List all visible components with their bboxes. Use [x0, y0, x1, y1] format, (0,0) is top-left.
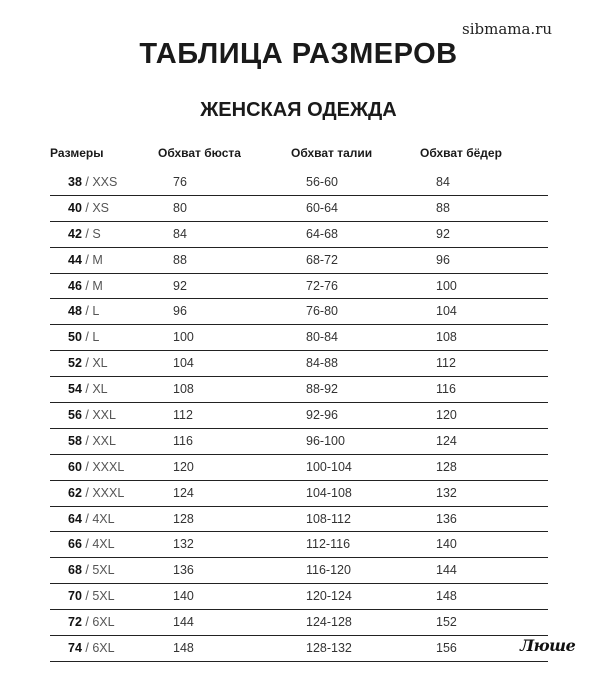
- header-waist: Обхват талии: [291, 146, 373, 160]
- size-letter: XXXL: [92, 459, 125, 474]
- waist-cell: 84-88: [306, 356, 338, 371]
- size-number: 52: [68, 356, 82, 371]
- waist-cell: 104-108: [306, 485, 352, 500]
- size-letter: S: [92, 226, 101, 241]
- size-cell: 64 / 4XL: [68, 511, 115, 526]
- hips-cell: 140: [436, 537, 457, 552]
- size-cell: 42 / S: [68, 226, 101, 241]
- bust-cell: 88: [173, 252, 187, 267]
- size-number: 72: [68, 615, 82, 630]
- table-row: [0, 170, 597, 196]
- size-cell: 68 / 5XL: [68, 563, 115, 578]
- waist-cell: 96-100: [306, 433, 345, 448]
- size-letter: XXL: [92, 433, 116, 448]
- bust-cell: 148: [173, 641, 194, 656]
- size-letter: XXL: [92, 408, 116, 423]
- hips-cell: 96: [436, 252, 450, 267]
- size-number: 42: [68, 226, 82, 241]
- waist-cell: 108-112: [306, 511, 351, 526]
- table-header: [0, 146, 597, 162]
- bust-cell: 76: [173, 175, 187, 189]
- header-bust: Обхват бюста: [158, 146, 241, 160]
- size-letter: 6XL: [92, 615, 115, 630]
- size-cell: 66 / 4XL: [68, 537, 115, 552]
- hips-cell: 112: [436, 356, 456, 371]
- bust-cell: 80: [173, 200, 187, 215]
- page-title: ТАБЛИЦА РАЗМЕРОВ: [139, 38, 458, 70]
- table-row: [0, 377, 597, 403]
- brand-logo: Люше: [520, 636, 576, 655]
- table-row: [0, 351, 597, 377]
- table-row: [0, 325, 597, 351]
- page-subtitle: ЖЕНСКАЯ ОДЕЖДА: [200, 99, 397, 121]
- row-divider: [50, 661, 548, 662]
- table-row: [0, 403, 597, 429]
- size-number: 62: [68, 485, 82, 500]
- size-cell: 40 / XS: [68, 200, 110, 215]
- bust-cell: 144: [173, 615, 194, 630]
- hips-cell: 128: [436, 459, 457, 474]
- table-row: [0, 299, 597, 325]
- bust-cell: 112: [173, 408, 193, 423]
- table-row: [0, 196, 597, 222]
- waist-cell: 92-96: [306, 408, 338, 423]
- size-number: 38: [68, 175, 82, 189]
- size-number: 54: [68, 382, 82, 397]
- size-cell: 54 / XL: [68, 382, 108, 397]
- bust-cell: 84: [173, 226, 187, 241]
- table-row: [0, 222, 597, 248]
- bust-cell: 124: [173, 485, 194, 500]
- waist-cell: 120-124: [306, 589, 352, 604]
- waist-cell: 100-104: [306, 459, 352, 474]
- size-cell: 58 / XXL: [68, 433, 116, 448]
- hips-cell: 124: [436, 433, 457, 448]
- waist-cell: 72-76: [306, 278, 338, 293]
- size-letter: 4XL: [92, 537, 115, 552]
- waist-cell: 88-92: [306, 382, 338, 397]
- size-number: 48: [68, 304, 82, 319]
- bust-cell: 140: [173, 589, 194, 604]
- table-row: [0, 455, 597, 481]
- size-number: 68: [68, 563, 82, 578]
- size-cell: 46 / M: [68, 278, 103, 293]
- hips-cell: 84: [436, 175, 450, 189]
- size-letter: L: [92, 330, 100, 345]
- bust-cell: 116: [173, 433, 193, 448]
- bust-cell: 120: [173, 459, 194, 474]
- waist-cell: 76-80: [306, 304, 338, 319]
- size-cell: 50 / L: [68, 330, 100, 345]
- size-letter: XXXL: [92, 485, 125, 500]
- table-row: [0, 274, 597, 300]
- waist-cell: 128-132: [306, 641, 352, 656]
- size-cell: 48 / L: [68, 304, 100, 319]
- size-letter: L: [92, 304, 100, 319]
- hips-cell: 92: [436, 226, 450, 241]
- bust-cell: 92: [173, 278, 187, 293]
- watermark: sibmama.ru: [462, 20, 553, 38]
- size-letter: XS: [92, 200, 110, 215]
- size-number: 44: [68, 252, 82, 267]
- table-row: [0, 248, 597, 274]
- table-row: [0, 429, 597, 455]
- table-row: [0, 558, 597, 584]
- bust-cell: 128: [173, 511, 194, 526]
- hips-cell: 156: [436, 641, 457, 656]
- size-number: 74: [68, 641, 82, 656]
- waist-cell: 68-72: [306, 252, 338, 267]
- header-hips: Обхват бёдер: [420, 146, 502, 160]
- waist-cell: 64-68: [306, 226, 338, 241]
- bust-cell: 132: [173, 537, 194, 552]
- size-letter: XXS: [92, 175, 118, 189]
- size-table: [0, 170, 597, 662]
- hips-cell: 104: [436, 304, 457, 319]
- hips-cell: 100: [436, 278, 457, 293]
- size-cell: 72 / 6XL: [68, 615, 115, 630]
- waist-cell: 112-116: [306, 537, 351, 552]
- waist-cell: 60-64: [306, 200, 338, 215]
- table-row: [0, 610, 597, 636]
- hips-cell: 148: [436, 589, 457, 604]
- hips-cell: 108: [436, 330, 457, 345]
- size-number: 56: [68, 408, 82, 423]
- waist-cell: 124-128: [306, 615, 352, 630]
- size-number: 66: [68, 537, 82, 552]
- bust-cell: 136: [173, 563, 194, 578]
- waist-cell: 56-60: [306, 175, 338, 189]
- size-letter: 5XL: [92, 589, 115, 604]
- table-row: [0, 481, 597, 507]
- size-letter: 6XL: [92, 641, 115, 656]
- bust-cell: 104: [173, 356, 194, 371]
- hips-cell: 152: [436, 615, 457, 630]
- size-cell: 60 / XXXL: [68, 459, 125, 474]
- size-number: 50: [68, 330, 82, 345]
- size-number: 64: [68, 511, 82, 526]
- size-cell: 52 / XL: [68, 356, 108, 371]
- bust-cell: 108: [173, 382, 194, 397]
- table-row: [0, 584, 597, 610]
- waist-cell: 116-120: [306, 563, 351, 578]
- size-number: 58: [68, 433, 82, 448]
- size-cell: 38 / XXS: [68, 175, 118, 189]
- size-letter: XL: [92, 356, 108, 371]
- header-sizes: Размеры: [50, 146, 104, 160]
- hips-cell: 132: [436, 485, 457, 500]
- size-number: 40: [68, 200, 82, 215]
- size-number: 60: [68, 459, 82, 474]
- bust-cell: 96: [173, 304, 187, 319]
- size-cell: 44 / M: [68, 252, 103, 267]
- size-letter: 4XL: [92, 511, 115, 526]
- size-cell: 62 / XXXL: [68, 485, 125, 500]
- bust-cell: 100: [173, 330, 194, 345]
- size-number: 46: [68, 278, 82, 293]
- size-cell: 74 / 6XL: [68, 641, 115, 656]
- size-letter: M: [92, 278, 103, 293]
- waist-cell: 80-84: [306, 330, 338, 345]
- table-row: [0, 507, 597, 533]
- hips-cell: 120: [436, 408, 457, 423]
- size-letter: M: [92, 252, 103, 267]
- size-cell: 70 / 5XL: [68, 589, 115, 604]
- hips-cell: 116: [436, 382, 456, 397]
- hips-cell: 144: [436, 563, 457, 578]
- hips-cell: 136: [436, 511, 457, 526]
- size-letter: XL: [92, 382, 108, 397]
- size-letter: 5XL: [92, 563, 115, 578]
- size-number: 70: [68, 589, 82, 604]
- table-row: [0, 532, 597, 558]
- table-row: [0, 636, 597, 662]
- hips-cell: 88: [436, 200, 450, 215]
- size-cell: 56 / XXL: [68, 408, 116, 423]
